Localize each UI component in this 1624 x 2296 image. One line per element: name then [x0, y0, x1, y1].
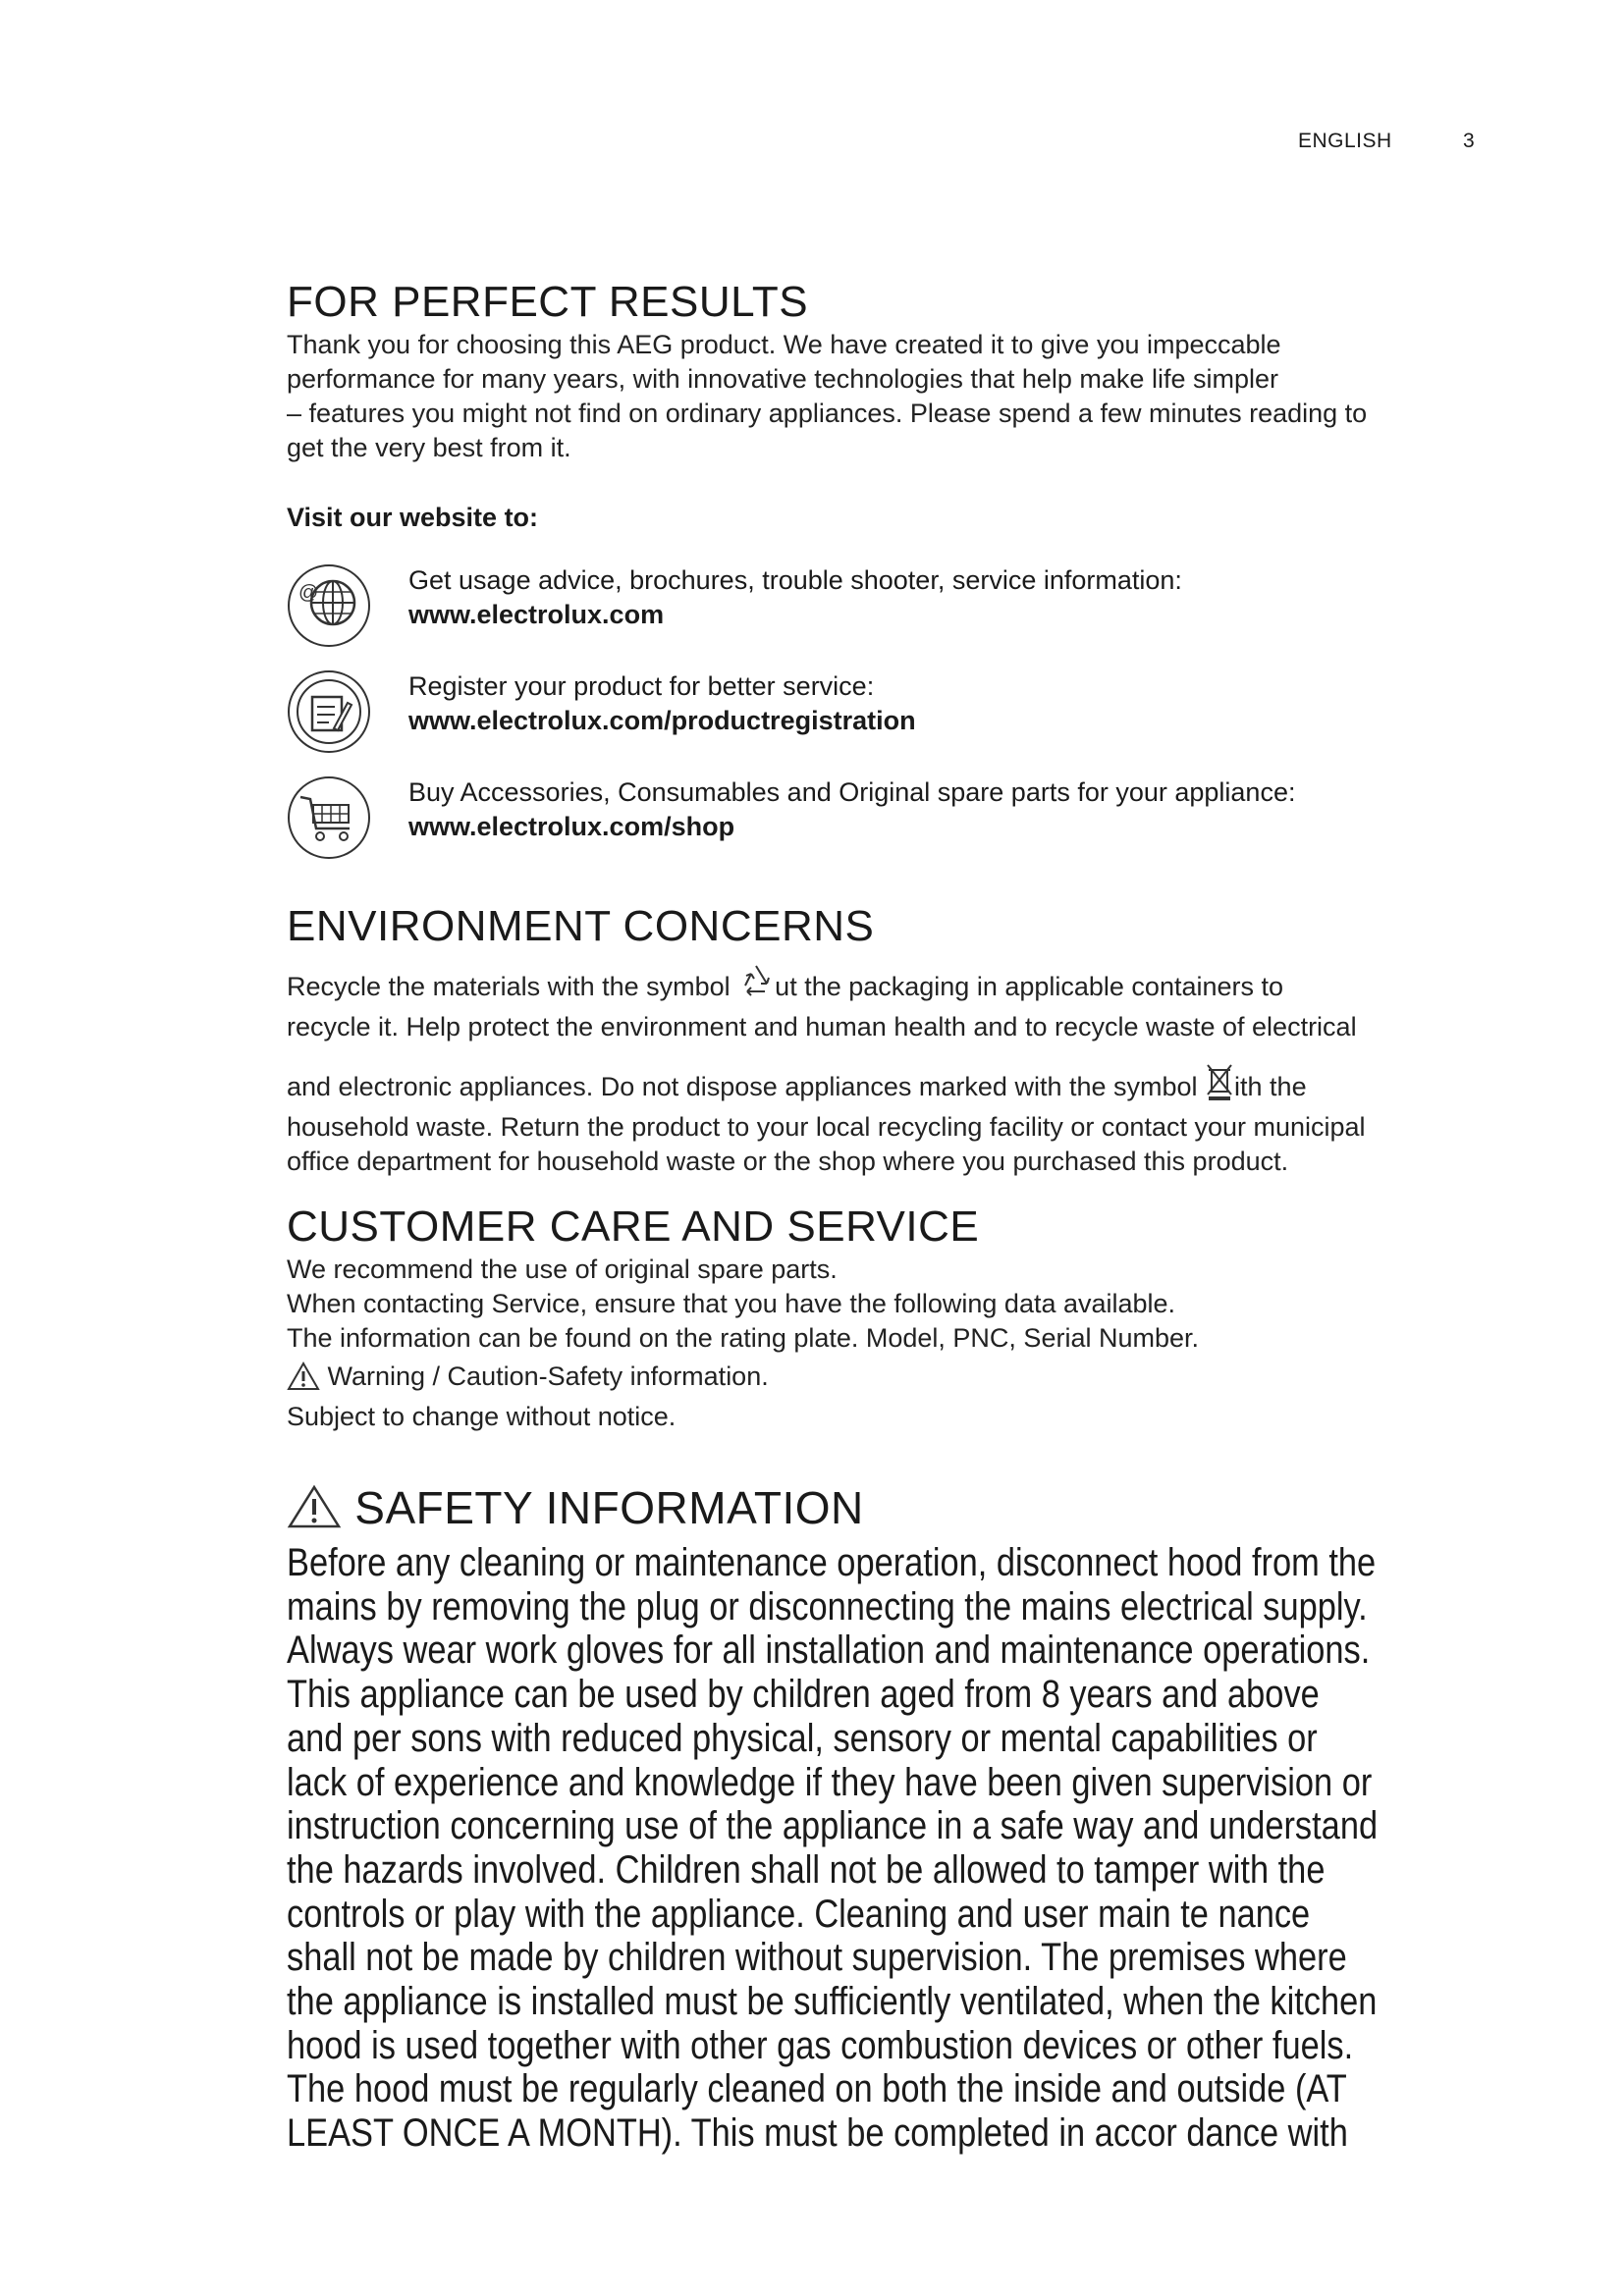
warning-icon: [287, 1484, 342, 1541]
paragraph-line: Recycle the materials with the symbol ut the packaging in applicable containers to: [287, 962, 1494, 1010]
visit-item-text: Buy Accessories, Consumables and Original spare parts for your appliance:: [408, 777, 1296, 807]
safety-line: This appliance can be used by children aged from 8 years and above: [287, 1673, 1320, 1717]
paragraph-line: get the very best from it.: [287, 433, 571, 462]
visit-heading: Visit our website to:: [287, 503, 539, 532]
paragraph-line: – features you might not find on ordinary appliances. Please spend a few minutes reading to: [287, 399, 1368, 428]
page-number: 3: [1463, 130, 1476, 152]
safety-line: mains by removing the plug or disconnecting the mains electrical supply.: [287, 1584, 1368, 1629]
visit-item-shop: [287, 775, 1494, 864]
section-title: FOR PERFECT RESULTS: [287, 278, 809, 326]
visit-item-register: [287, 669, 1494, 758]
paragraph-line: Thank you for choosing this AEG product. We have created it to give you impeccable: [287, 330, 1281, 359]
safety-line: instruction concerning use of the appliance in a safe way and understand: [287, 1804, 1379, 1848]
safety-paragraph: [287, 1541, 1486, 2156]
safety-line: the appliance is installed must be sufficiently ventilated, when the kitchen: [287, 1980, 1378, 2024]
customer-care-section: [287, 1201, 1494, 1434]
safety-line: The hood must be regularly cleaned on both the inside and outside (AT: [287, 2067, 1347, 2111]
language-label: ENGLISH: [1298, 130, 1392, 152]
weee-bin-icon: [1205, 1062, 1234, 1110]
safety-line: and per sons with reduced physical, sensory or mental capabilities or: [287, 1716, 1318, 1760]
paragraph-line: We recommend the use of original spare parts.: [287, 1255, 838, 1284]
visit-item-text: Get usage advice, brochures, trouble shooter, service information:: [408, 565, 1182, 595]
safety-line: Before any cleaning or maintenance operation, disconnect hood from the: [287, 1541, 1377, 1584]
visit-item-usage: [287, 563, 1494, 652]
paragraph-line: When contacting Service, ensure that you have the following data available.: [287, 1289, 1176, 1318]
environment-section: [287, 901, 1494, 1179]
paragraph-line: and electronic appliances. Do not dispose appliances marked with the symbol ith the: [287, 1062, 1494, 1110]
paragraph-line: office department for household waste or the shop where you purchased this product.: [287, 1147, 1289, 1176]
safety-line: lack of experience and knowledge if they have been given supervision or: [287, 1760, 1373, 1804]
website-link[interactable]: www.electrolux.com/shop: [408, 812, 735, 841]
safety-line: controls or play with the appliance. Cleaning and user main te nance: [287, 1892, 1311, 1936]
svg-text:@: @: [298, 582, 319, 604]
safety-line: the hazards involved. Children shall not be allowed to tamper with the: [287, 1847, 1326, 1892]
safety-line: Always wear work gloves for all installation and maintenance operations.: [287, 1629, 1371, 1673]
cart-icon: [287, 775, 371, 860]
section-title: CUSTOMER CARE AND SERVICE: [287, 1202, 980, 1251]
section-title: SAFETY INFORMATION: [287, 1480, 1494, 1541]
paragraph-line: The information can be found on the rating plate. Model, PNC, Serial Number.: [287, 1323, 1200, 1353]
website-link[interactable]: www.electrolux.com: [408, 600, 665, 629]
section-title: ENVIRONMENT CONCERNS: [287, 902, 875, 950]
safety-line: hood is used together with other gas combustion devices or other fuels.: [287, 2023, 1354, 2067]
safety-line: shall not be made by children without supervision. The premises where: [287, 1936, 1347, 1980]
visit-item-text: Register your product for better service:: [408, 671, 875, 701]
safety-section: [287, 1480, 1494, 2156]
paragraph-line: household waste. Return the product to your local recycling facility or contact your municipal: [287, 1112, 1366, 1142]
paragraph-line: recycle it. Help protect the environment and human health and to recycle waste of electrical: [287, 1012, 1357, 1041]
globe-icon: [287, 563, 371, 648]
paragraph-line: Subject to change without notice.: [287, 1402, 677, 1431]
recycle-icon: [737, 962, 775, 1010]
paragraph-line: performance for many years, with innovative technologies that help make life simpler: [287, 364, 1278, 394]
warning-line: Warning / Caution-Safety information.: [287, 1360, 1494, 1400]
safety-line: LEAST ONCE A MONTH). This must be completed in accor dance with: [287, 2111, 1348, 2156]
perfect-results-section: [287, 277, 1494, 465]
warning-icon: [287, 1362, 320, 1400]
website-link[interactable]: www.electrolux.com/productregistration: [408, 706, 916, 735]
register-icon: [287, 669, 371, 754]
